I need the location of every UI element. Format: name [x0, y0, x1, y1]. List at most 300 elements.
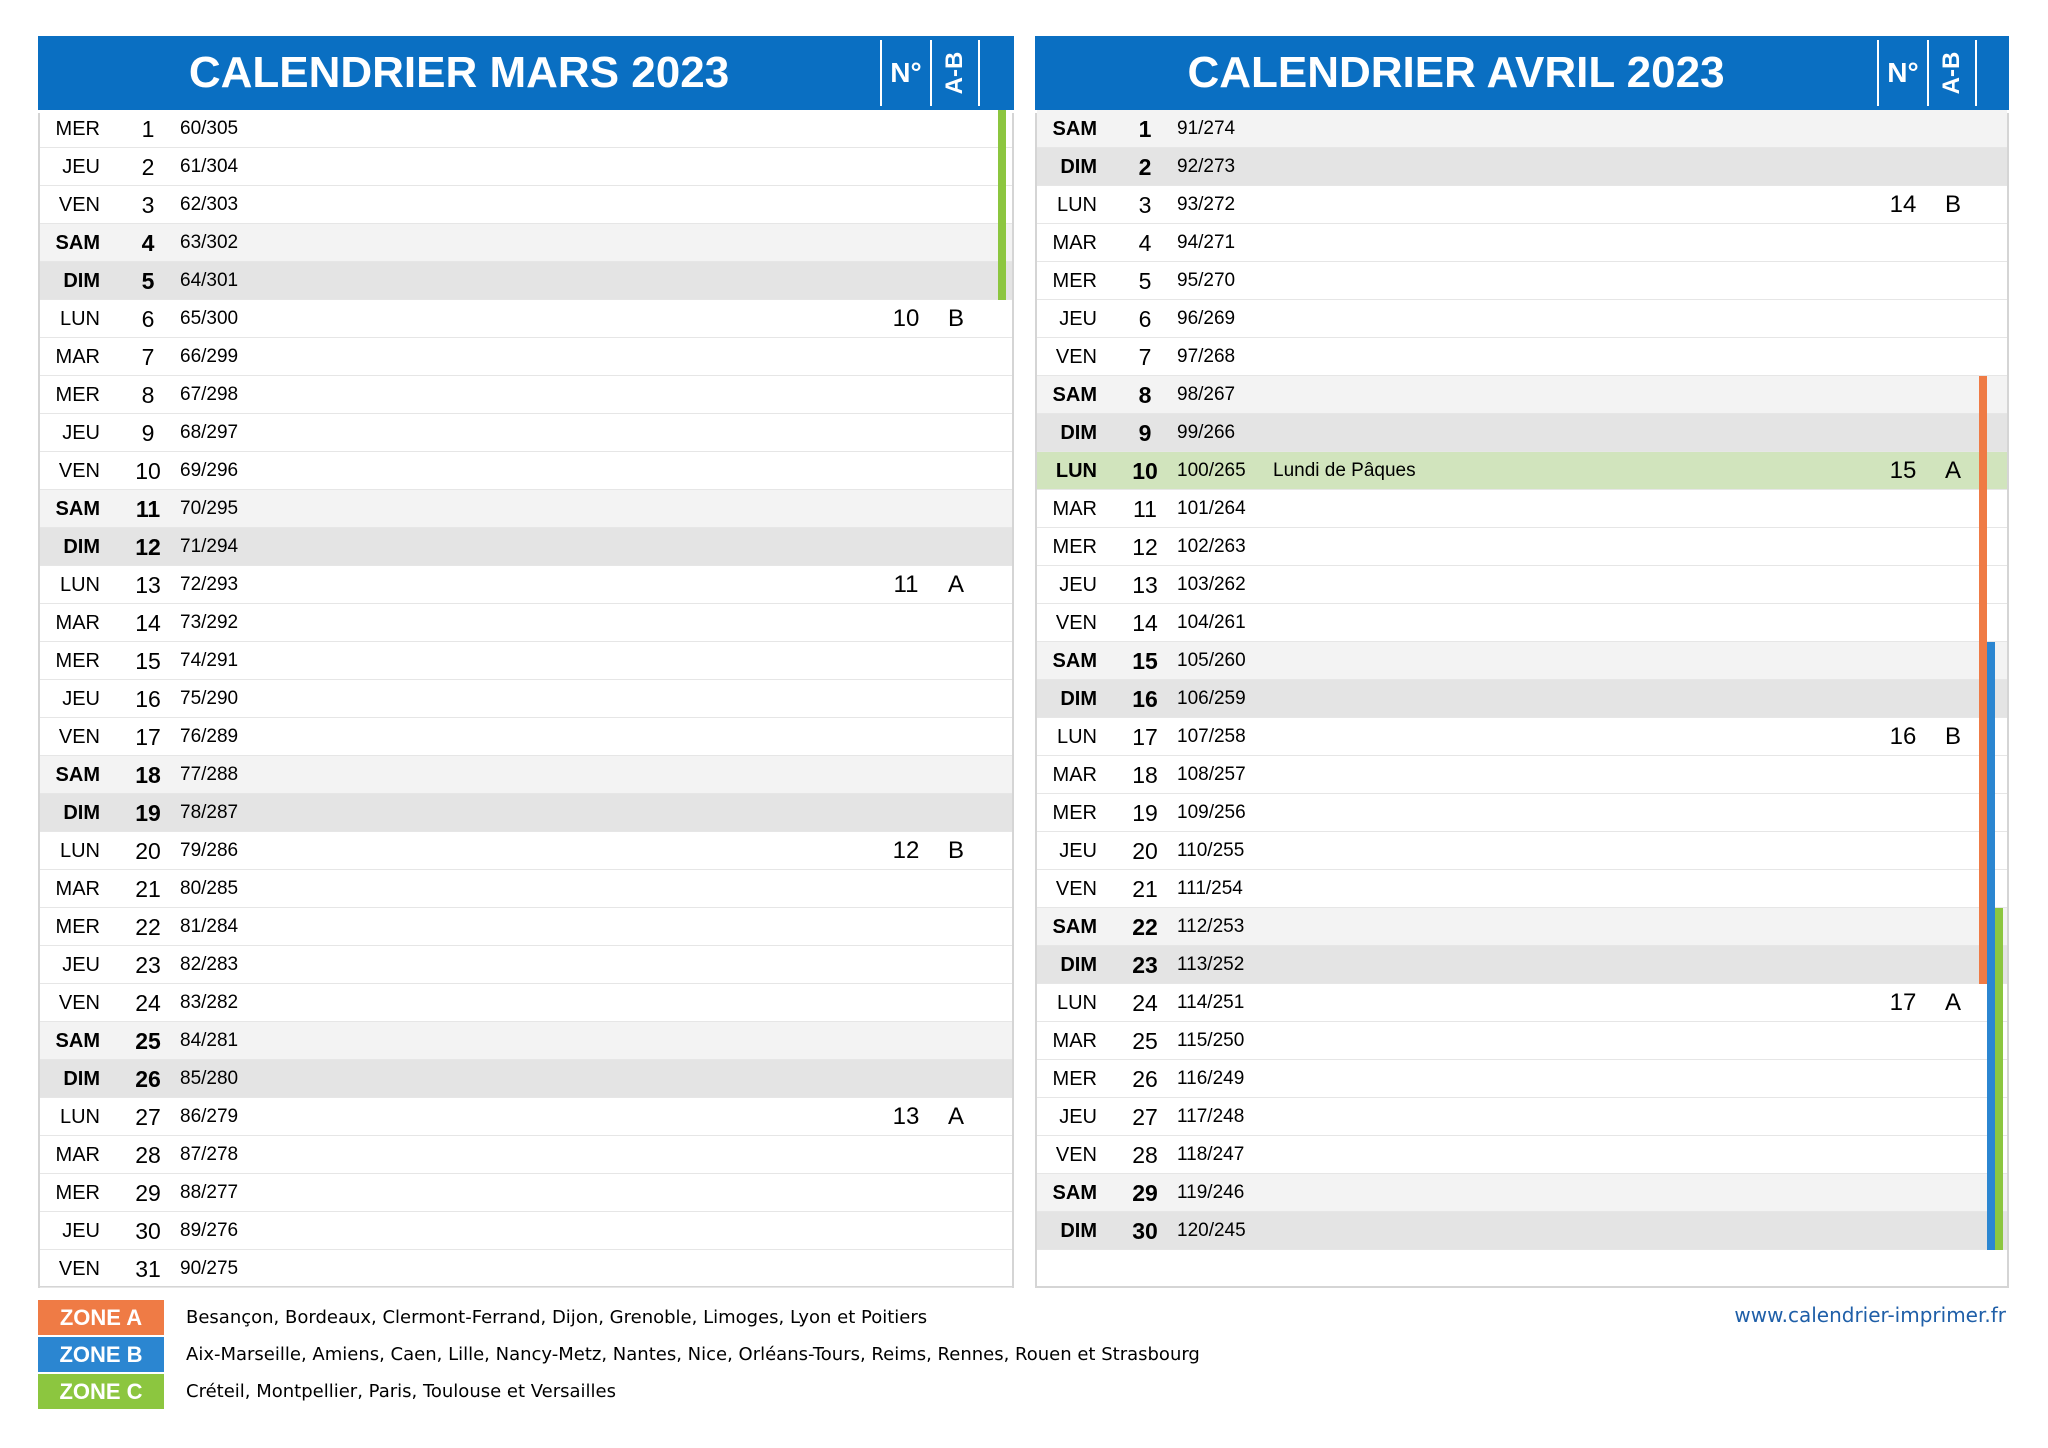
- day-row: [1037, 186, 2007, 224]
- day-row: [1037, 1060, 2007, 1098]
- day-of-year: 116/249: [1177, 1068, 1245, 1089]
- day-of-year: 97/268: [1177, 346, 1236, 367]
- zone-b-holiday-band: [1987, 908, 1995, 946]
- day-of-week: JEU: [62, 422, 100, 444]
- day-number: 18: [1132, 762, 1158, 788]
- week-number: 16: [1889, 723, 1917, 750]
- day-of-year: 70/295: [180, 498, 239, 519]
- zone-a-cities: Besançon, Bordeaux, Clermont-Ferrand, Dijon, Grenoble, Limoges, Lyon et Poitiers: [186, 1307, 928, 1328]
- day-number: 2: [141, 154, 155, 180]
- day-number: 24: [135, 990, 161, 1016]
- zone-a-holiday-band: [1979, 376, 1987, 414]
- calendar-title: CALENDRIER MARS 2023: [188, 48, 730, 97]
- day-of-week: MER: [1052, 536, 1097, 558]
- day-of-week: SAM: [55, 1030, 100, 1052]
- day-number: 27: [1132, 1104, 1158, 1130]
- week-number: 17: [1889, 989, 1917, 1016]
- day-row: [1037, 414, 2007, 452]
- day-row: [1037, 1098, 2007, 1136]
- day-number: 29: [1132, 1180, 1158, 1206]
- day-of-year: 104/261: [1177, 612, 1246, 633]
- day-of-year: 67/298: [180, 384, 239, 405]
- day-of-week: VEN: [58, 460, 100, 482]
- day-of-year: 112/253: [1177, 916, 1245, 937]
- day-of-year: 94/271: [1177, 232, 1236, 253]
- day-of-year: 75/290: [180, 688, 239, 709]
- day-of-week: JEU: [62, 954, 100, 976]
- day-row: [40, 110, 1012, 148]
- day-number: 4: [1138, 230, 1152, 256]
- calendar-title: CALENDRIER AVRIL 2023: [1187, 48, 1725, 97]
- day-row: [1037, 946, 2007, 984]
- day-of-week: DIM: [1060, 156, 1097, 178]
- day-number: 28: [135, 1142, 161, 1168]
- day-of-week: VEN: [58, 992, 100, 1014]
- ab-week-header: A-B: [1938, 51, 1965, 95]
- day-list: [1037, 110, 2007, 1250]
- day-of-week: SAM: [1052, 384, 1097, 406]
- day-of-week: LUN: [1056, 992, 1097, 1014]
- day-number: 3: [141, 192, 155, 218]
- day-of-year: 118/247: [1177, 1144, 1245, 1165]
- zone-b-holiday-band: [1987, 946, 1995, 984]
- zone-b-holiday-band: [1987, 1212, 1995, 1250]
- day-row: [1037, 490, 2007, 528]
- day-row: [40, 756, 1012, 794]
- day-row: [40, 794, 1012, 832]
- day-of-week: MAR: [55, 346, 100, 368]
- day-of-week: LUN: [59, 574, 100, 596]
- day-number: 5: [1138, 268, 1152, 294]
- day-row: [1037, 1136, 2007, 1174]
- day-of-year: 61/304: [180, 156, 239, 177]
- zone-a-badge: ZONE A: [38, 1300, 164, 1335]
- day-row: [40, 1174, 1012, 1212]
- day-number: 1: [1138, 116, 1152, 142]
- zone-c-holiday-band: [1995, 1022, 2003, 1060]
- day-of-year: 62/303: [180, 194, 239, 215]
- zone-a-holiday-band: [1979, 642, 1987, 680]
- day-of-year: 103/262: [1177, 574, 1246, 595]
- day-row: [1037, 756, 2007, 794]
- day-row: [1037, 794, 2007, 832]
- day-of-year: 92/273: [1177, 156, 1236, 177]
- day-row: [40, 1098, 1012, 1136]
- day-number: 11: [135, 496, 161, 522]
- day-number: 4: [141, 230, 155, 256]
- day-of-year: 101/264: [1177, 498, 1246, 519]
- day-number: 25: [1132, 1028, 1158, 1054]
- day-of-year: 88/277: [180, 1182, 239, 1203]
- day-number: 8: [141, 382, 155, 408]
- day-number: 18: [135, 762, 161, 788]
- day-row: [40, 1136, 1012, 1174]
- day-row: [40, 642, 1012, 680]
- week-number-header: N°: [1887, 57, 1919, 88]
- day-number: 5: [141, 268, 155, 294]
- zone-a-holiday-band: [1979, 528, 1987, 566]
- day-number: 21: [1132, 876, 1158, 902]
- day-of-week: LUN: [1055, 460, 1097, 482]
- day-of-week: DIM: [63, 1068, 100, 1090]
- day-row: [1037, 984, 2007, 1022]
- day-row: [1037, 642, 2007, 680]
- day-row: [40, 224, 1012, 262]
- day-number: 30: [1132, 1218, 1158, 1244]
- day-of-year: 66/299: [180, 346, 239, 367]
- day-of-year: 99/266: [1177, 422, 1236, 443]
- day-row: [40, 1250, 1012, 1288]
- week-number: 15: [1889, 457, 1917, 484]
- day-of-week: DIM: [63, 802, 100, 824]
- day-of-year: 95/270: [1177, 270, 1236, 291]
- zone-a-holiday-band: [1979, 756, 1987, 794]
- day-of-week: VEN: [1055, 612, 1097, 634]
- day-of-week: MAR: [1052, 498, 1097, 520]
- day-of-year: 111/254: [1177, 878, 1243, 899]
- day-of-week: VEN: [58, 1258, 100, 1280]
- calendar-panel-march: [38, 36, 1014, 1288]
- day-of-week: JEU: [62, 1220, 100, 1242]
- day-of-year: 73/292: [180, 612, 239, 633]
- zone-c-holiday-band: [1995, 1098, 2003, 1136]
- day-of-week: MAR: [55, 878, 100, 900]
- day-of-year: 108/257: [1177, 764, 1246, 785]
- zone-b-holiday-band: [1987, 680, 1995, 718]
- calendar-header: [38, 36, 1014, 113]
- day-of-week: VEN: [58, 726, 100, 748]
- day-row: [40, 946, 1012, 984]
- day-row: [1037, 110, 2007, 148]
- day-of-week: MER: [55, 650, 100, 672]
- day-of-week: MER: [55, 1182, 100, 1204]
- day-of-week: SAM: [1052, 1182, 1097, 1204]
- day-number: 6: [141, 306, 155, 332]
- day-of-year: 80/285: [180, 878, 239, 899]
- zone-a-holiday-band: [1979, 452, 1987, 490]
- day-of-year: 60/305: [180, 118, 239, 139]
- day-of-year: 64/301: [180, 270, 239, 291]
- day-of-week: MER: [55, 384, 100, 406]
- day-row: [1037, 908, 2007, 946]
- website-link[interactable]: www.calendrier-imprimer.fr: [1734, 1303, 2006, 1327]
- day-row: [1037, 680, 2007, 718]
- day-row: [40, 528, 1012, 566]
- day-row: [40, 262, 1012, 300]
- day-of-week: JEU: [62, 688, 100, 710]
- day-of-week: VEN: [1055, 878, 1097, 900]
- zone-c-holiday-band: [1995, 908, 2003, 946]
- zone-a-holiday-band: [1979, 718, 1987, 756]
- day-number: 6: [1138, 306, 1152, 332]
- day-of-year: 82/283: [180, 954, 239, 975]
- day-number: 1: [141, 116, 155, 142]
- week-number: 13: [892, 1103, 920, 1130]
- zone-b-holiday-band: [1987, 642, 1995, 680]
- zone-a-holiday-band: [1979, 490, 1987, 528]
- zone-b-cities: Aix-Marseille, Amiens, Caen, Lille, Nancy-Metz, Nantes, Nice, Orléans-Tours, Reims, Rennes, Rouen et Strasbourg: [186, 1344, 1200, 1365]
- day-number: 22: [1132, 914, 1158, 940]
- day-of-week: SAM: [1052, 118, 1097, 140]
- day-row: [1037, 718, 2007, 756]
- day-row: [40, 1060, 1012, 1098]
- ab-week: A: [1944, 457, 1961, 484]
- day-row: [1037, 832, 2007, 870]
- day-of-week: MER: [1052, 1068, 1097, 1090]
- zone-a-holiday-band: [1979, 680, 1987, 718]
- day-number: 13: [135, 572, 161, 598]
- day-of-week: SAM: [55, 764, 100, 786]
- day-number: 12: [1132, 534, 1158, 560]
- day-number: 15: [135, 648, 161, 674]
- day-row: [1037, 566, 2007, 604]
- day-number: 12: [135, 534, 161, 560]
- day-of-week: DIM: [1060, 422, 1097, 444]
- day-number: 10: [1132, 458, 1158, 484]
- zone-c-cities: Créteil, Montpellier, Paris, Toulouse et Versailles: [186, 1381, 617, 1402]
- day-row: [40, 1022, 1012, 1060]
- day-number: 23: [1132, 952, 1158, 978]
- day-row: [40, 1212, 1012, 1250]
- day-of-year: 93/272: [1177, 194, 1236, 215]
- day-number: 22: [135, 914, 161, 940]
- day-row: [40, 452, 1012, 490]
- day-of-year: 87/278: [180, 1144, 239, 1165]
- day-row: [1037, 262, 2007, 300]
- zone-c-holiday-band: [998, 224, 1006, 262]
- calendar-header: [1035, 36, 2009, 113]
- zone-b-holiday-band: [1987, 1022, 1995, 1060]
- day-of-week: DIM: [63, 536, 100, 558]
- zone-b-holiday-band: [1987, 756, 1995, 794]
- day-of-year: 109/256: [1177, 802, 1246, 823]
- day-of-year: 90/275: [180, 1258, 239, 1279]
- ab-week: A: [947, 571, 964, 598]
- zone-b-holiday-band: [1987, 1136, 1995, 1174]
- ab-week: B: [1944, 191, 1961, 218]
- day-number: 26: [1132, 1066, 1158, 1092]
- day-of-week: DIM: [1060, 688, 1097, 710]
- day-of-year: 81/284: [180, 916, 239, 937]
- zone-c-holiday-band: [1995, 1060, 2003, 1098]
- day-row: [40, 832, 1012, 870]
- day-of-week: MAR: [55, 1144, 100, 1166]
- day-of-year: 72/293: [180, 574, 239, 595]
- zone-a-holiday-band: [1979, 832, 1987, 870]
- day-of-week: SAM: [1052, 916, 1097, 938]
- zone-b-holiday-band: [1987, 870, 1995, 908]
- zone-a-holiday-band: [1979, 908, 1987, 946]
- zone-c-badge: ZONE C: [38, 1374, 164, 1409]
- day-row: [40, 566, 1012, 604]
- zone-c-holiday-band: [1995, 1212, 2003, 1250]
- day-of-week: JEU: [1059, 308, 1097, 330]
- week-number: 14: [1889, 191, 1917, 218]
- day-row: [1037, 528, 2007, 566]
- ab-week: B: [947, 837, 964, 864]
- day-of-year: 69/296: [180, 460, 239, 481]
- day-of-year: 100/265: [1177, 460, 1246, 481]
- zone-c-holiday-band: [1995, 946, 2003, 984]
- zone-b-holiday-band: [1987, 794, 1995, 832]
- day-of-week: SAM: [1052, 650, 1097, 672]
- day-of-week: JEU: [1059, 840, 1097, 862]
- day-number: 14: [135, 610, 161, 636]
- day-of-year: 65/300: [180, 308, 239, 329]
- day-of-year: 120/245: [1177, 1220, 1246, 1241]
- day-number: 27: [135, 1104, 161, 1130]
- holiday-label: Lundi de Pâques: [1273, 460, 1416, 481]
- day-of-week: MER: [55, 916, 100, 938]
- day-of-year: 110/255: [1177, 840, 1245, 861]
- day-row: [40, 908, 1012, 946]
- zone-a-holiday-band: [1979, 414, 1987, 452]
- week-number: 12: [892, 837, 920, 864]
- day-of-year: 102/263: [1177, 536, 1246, 557]
- ab-week: A: [947, 1103, 964, 1130]
- day-of-week: LUN: [1056, 726, 1097, 748]
- day-of-week: DIM: [1060, 1220, 1097, 1242]
- day-of-week: LUN: [59, 1106, 100, 1128]
- zone-c-holiday-band: [998, 148, 1006, 186]
- day-row: [1037, 300, 2007, 338]
- day-of-year: 105/260: [1177, 650, 1246, 671]
- day-number: 16: [135, 686, 161, 712]
- day-number: 3: [1138, 192, 1152, 218]
- day-of-year: 96/269: [1177, 308, 1236, 329]
- zone-c-holiday-band: [998, 110, 1006, 148]
- day-of-year: 91/274: [1177, 118, 1236, 139]
- day-of-year: 89/276: [180, 1220, 239, 1241]
- day-of-week: MER: [55, 118, 100, 140]
- day-row: [40, 148, 1012, 186]
- day-number: 21: [135, 876, 161, 902]
- day-row: [40, 984, 1012, 1022]
- day-number: 26: [135, 1066, 161, 1092]
- day-of-year: 107/258: [1177, 726, 1246, 747]
- day-row: [40, 604, 1012, 642]
- day-row: [1037, 1212, 2007, 1250]
- day-row: [40, 718, 1012, 756]
- day-of-week: VEN: [1055, 1144, 1097, 1166]
- day-of-year: 106/259: [1177, 688, 1246, 709]
- day-of-year: 63/302: [180, 232, 239, 253]
- day-number: 20: [135, 838, 161, 864]
- day-of-year: 74/291: [180, 650, 239, 671]
- day-row: [40, 414, 1012, 452]
- day-number: 2: [1138, 154, 1152, 180]
- day-row: [40, 376, 1012, 414]
- day-row: [1037, 338, 2007, 376]
- day-of-year: 85/280: [180, 1068, 239, 1089]
- day-row: [1037, 376, 2007, 414]
- day-of-week: MAR: [1052, 232, 1097, 254]
- day-number: 9: [1138, 420, 1152, 446]
- day-of-week: DIM: [63, 270, 100, 292]
- ab-week: A: [1944, 989, 1961, 1016]
- day-number: 19: [1132, 800, 1158, 826]
- day-of-year: 86/279: [180, 1106, 239, 1127]
- day-row: [40, 680, 1012, 718]
- day-of-week: DIM: [1060, 954, 1097, 976]
- zone-c-holiday-band: [998, 262, 1006, 300]
- day-of-week: VEN: [58, 194, 100, 216]
- day-number: 10: [135, 458, 161, 484]
- day-row: [1037, 870, 2007, 908]
- zone-b-holiday-band: [1987, 984, 1995, 1022]
- day-number: 9: [141, 420, 155, 446]
- day-of-year: 114/251: [1177, 992, 1245, 1013]
- zone-a-holiday-band: [1979, 870, 1987, 908]
- day-number: 7: [1138, 344, 1152, 370]
- day-of-year: 115/250: [1177, 1030, 1245, 1051]
- day-number: 25: [135, 1028, 161, 1054]
- day-number: 23: [135, 952, 161, 978]
- day-row: [40, 870, 1012, 908]
- zone-a-holiday-band: [1979, 946, 1987, 984]
- day-number: 24: [1132, 990, 1158, 1016]
- day-of-week: MER: [1052, 802, 1097, 824]
- week-number: 11: [893, 571, 919, 598]
- zone-c-holiday-band: [998, 186, 1006, 224]
- week-number-header: N°: [890, 57, 922, 88]
- day-of-week: SAM: [55, 498, 100, 520]
- day-number: 13: [1132, 572, 1158, 598]
- day-number: 16: [1132, 686, 1158, 712]
- ab-week: B: [1944, 723, 1961, 750]
- day-of-year: 119/246: [1177, 1182, 1245, 1203]
- zone-b-holiday-band: [1987, 832, 1995, 870]
- day-row: [40, 300, 1012, 338]
- week-number: 10: [892, 305, 920, 332]
- day-of-year: 83/282: [180, 992, 239, 1013]
- zone-b-holiday-band: [1987, 1060, 1995, 1098]
- day-row: [1037, 452, 2007, 490]
- day-number: 14: [1132, 610, 1158, 636]
- day-of-week: SAM: [55, 232, 100, 254]
- day-number: 30: [135, 1218, 161, 1244]
- day-of-week: JEU: [1059, 574, 1097, 596]
- day-number: 19: [135, 800, 161, 826]
- zone-a-holiday-band: [1979, 566, 1987, 604]
- zone-b-holiday-band: [1987, 1098, 1995, 1136]
- day-row: [1037, 148, 2007, 186]
- day-of-year: 117/248: [1177, 1106, 1245, 1127]
- day-of-year: 77/288: [180, 764, 239, 785]
- zone-b-holiday-band: [1987, 718, 1995, 756]
- zone-c-holiday-band: [1995, 1136, 2003, 1174]
- day-of-week: JEU: [1059, 1106, 1097, 1128]
- day-of-week: MAR: [1052, 764, 1097, 786]
- day-of-week: LUN: [59, 840, 100, 862]
- day-of-year: 71/294: [180, 536, 239, 557]
- day-row: [1037, 1022, 2007, 1060]
- day-row: [40, 490, 1012, 528]
- day-of-year: 98/267: [1177, 384, 1236, 405]
- day-row: [40, 186, 1012, 224]
- day-number: 15: [1132, 648, 1158, 674]
- day-of-year: 68/297: [180, 422, 239, 443]
- day-list: [40, 110, 1012, 1288]
- day-number: 8: [1138, 382, 1152, 408]
- zone-c-holiday-band: [1995, 984, 2003, 1022]
- day-of-year: 113/252: [1177, 954, 1245, 975]
- day-number: 7: [141, 344, 155, 370]
- day-of-year: 76/289: [180, 726, 239, 747]
- zone-b-badge: ZONE B: [38, 1337, 164, 1372]
- day-of-week: VEN: [1055, 346, 1097, 368]
- zone-a-holiday-band: [1979, 604, 1987, 642]
